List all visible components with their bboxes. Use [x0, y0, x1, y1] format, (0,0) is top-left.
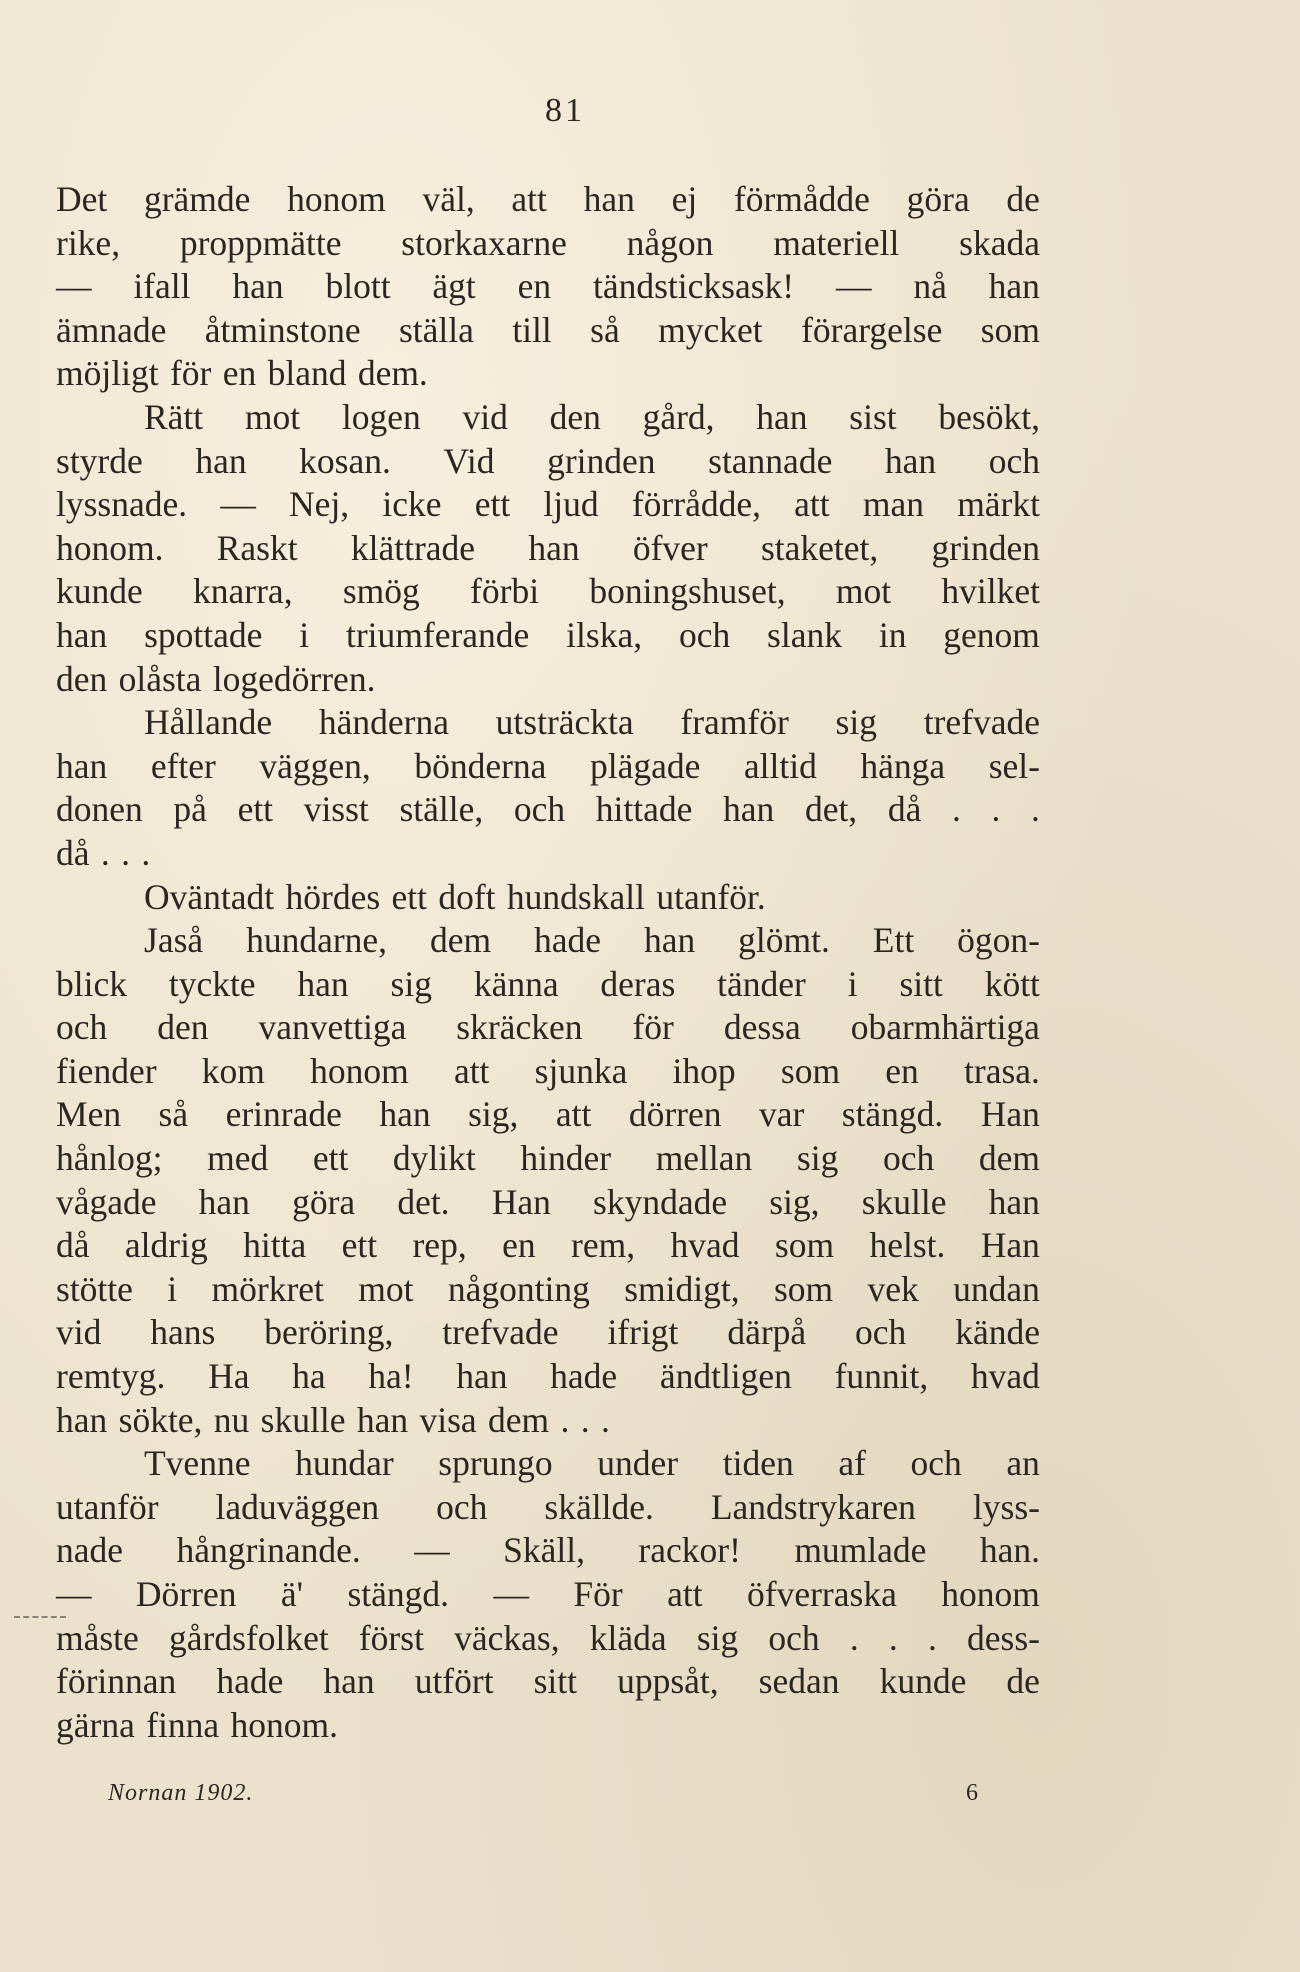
text-line: hånlog; med ett dylikt hinder mellan sig och dem: [56, 1138, 1040, 1179]
text-line: möjligt för en bland dem.: [56, 353, 428, 394]
text-line: vid hans beröring, trefvade ifrigt därpå och kände: [56, 1312, 1040, 1353]
text-line: Men så erinrade han sig, att dörren var stängd. Han: [56, 1094, 1040, 1135]
text-line: Rätt mot logen vid den gård, han sist besökt,: [144, 396, 1040, 437]
footer-source: Nornan 1902.: [108, 1780, 254, 1806]
text-line: Jaså hundarne, dem hade han glömt. Ett ögon-: [144, 920, 1040, 961]
text-line: han efter väggen, bönderna plägade alltid hänga sel-: [56, 745, 1040, 786]
text-line: styrde han kosan. Vid grinden stannade han och: [56, 440, 1040, 481]
text-line: — Dörren ä' stängd. — För att öfverraska honom: [56, 1574, 1040, 1614]
text-line: blick tyckte han sig känna deras tänder i sitt kött: [56, 963, 1040, 1004]
text-line: donen på ett visst ställe, och hittade han det, då . . .: [56, 789, 1040, 830]
text-line: fiender kom honom att sjunka ihop som en trasa.: [56, 1050, 1040, 1091]
text-line: då aldrig hitta ett rep, en rem, hvad som helst. Han: [56, 1225, 1040, 1266]
text-line: ämnade åtminstone ställa till så mycket förargelse som: [56, 309, 1040, 350]
text-line: remtyg. Ha ha ha! han hade ändtligen funnit, hvad: [56, 1356, 1040, 1397]
page-footer: [108, 1780, 978, 1807]
signature-mark: 6: [966, 1780, 978, 1806]
text-line: stötte i mörkret mot någonting smidigt, som vek undan: [56, 1268, 1040, 1309]
text-line: Tvenne hundar sprungo under tiden af och an: [144, 1443, 1040, 1484]
text-line: Det grämde honom väl, att han ej förmådde göra de: [56, 179, 1040, 219]
text-line: nade hångrinande. — Skäll, rackor! mumlade han.: [56, 1530, 1040, 1571]
text-line: han spottade i triumferande ilska, och slank in genom: [56, 614, 1040, 655]
text-line: Hållande händerna utsträckta framför sig trefvade: [144, 702, 1040, 743]
text-line: måste gårdsfolket först väckas, kläda sig och . . . dess-: [56, 1617, 1040, 1658]
text-line: vågade han göra det. Han skyndade sig, skulle han: [56, 1181, 1040, 1222]
text-line: förinnan hade han utfört sitt uppsåt, sedan kunde de: [56, 1661, 1040, 1702]
text-line: rike, proppmätte storkaxarne någon materiell skada: [56, 222, 1040, 263]
text-line: och den vanvettiga skräcken för dessa obarmhärtiga: [56, 1007, 1040, 1048]
text-line: utanför laduväggen och skällde. Landstrykaren lyss-: [56, 1486, 1040, 1527]
text-line: han sökte, nu skulle han visa dem . . .: [56, 1399, 610, 1440]
margin-pencil-mark: [14, 1616, 66, 1618]
text-line: lyssnade. — Nej, icke ett ljud förrådde, att man märkt: [56, 484, 1040, 525]
text-line: honom. Raskt klättrade han öfver staketet, grinden: [56, 527, 1040, 568]
body-text: [56, 178, 1040, 1747]
page-number: 81: [545, 92, 585, 129]
text-line: gärna finna honom.: [56, 1704, 339, 1745]
text-line: kunde knarra, smög förbi boningshuset, mot hvilket: [56, 571, 1040, 612]
text-line: då . . .: [56, 832, 151, 873]
text-line: Oväntadt hördes ett doft hundskall utanför.: [144, 876, 766, 917]
text-line: den olåsta logedörren.: [56, 658, 376, 699]
text-line: — ifall han blott ägt en tändsticksask! — nå han: [56, 266, 1040, 307]
